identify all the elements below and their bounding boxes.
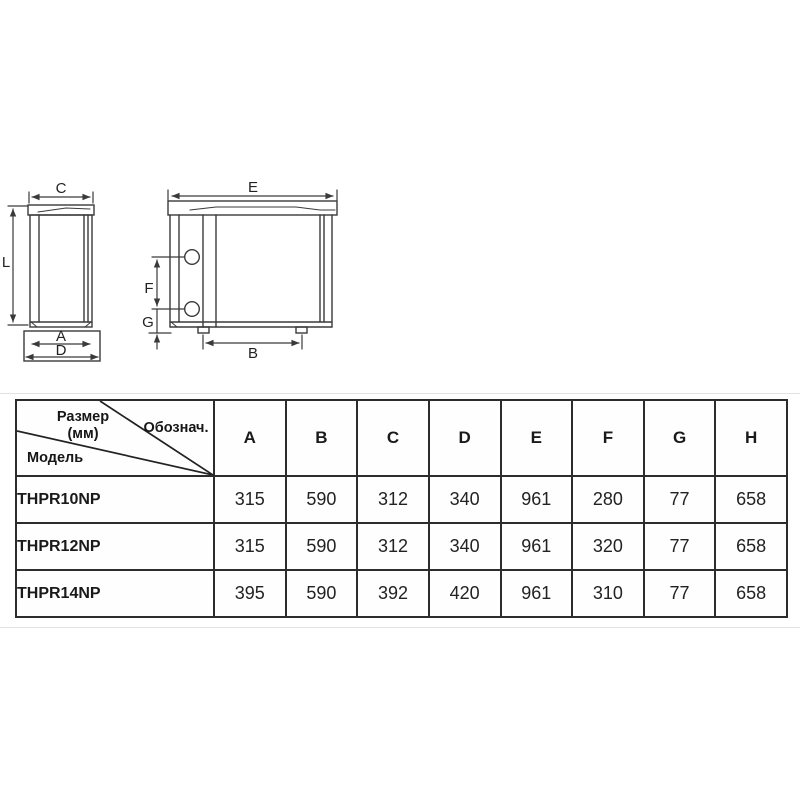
front-view xyxy=(142,179,337,362)
value-cell: 590 xyxy=(286,570,358,617)
header-row xyxy=(16,400,787,476)
value-cell: 77 xyxy=(644,476,716,523)
column-header-c: C xyxy=(357,400,429,476)
value-cell: 340 xyxy=(429,476,501,523)
scan-artifact-line xyxy=(0,393,800,394)
value-cell: 312 xyxy=(357,523,429,570)
value-cell: 320 xyxy=(572,523,644,570)
value-cell: 961 xyxy=(501,570,573,617)
model-cell: THPR14NP xyxy=(16,570,214,617)
column-header-g: G xyxy=(644,400,716,476)
value-cell: 77 xyxy=(644,570,716,617)
model-cell: THPR12NP xyxy=(16,523,214,570)
dim-label-c: C xyxy=(55,180,67,197)
dimensions-table xyxy=(15,399,788,618)
table-row xyxy=(16,570,787,617)
table-corner-cell xyxy=(16,400,214,476)
value-cell: 658 xyxy=(715,523,787,570)
dim-label-g: G xyxy=(142,314,154,331)
value-cell: 392 xyxy=(357,570,429,617)
corner-model-label: Модель xyxy=(27,450,84,466)
value-cell: 310 xyxy=(572,570,644,617)
column-header-h: H xyxy=(715,400,787,476)
value-cell: 395 xyxy=(214,570,286,617)
value-cell: 315 xyxy=(214,523,286,570)
column-header-e: E xyxy=(501,400,573,476)
dim-label-b: B xyxy=(247,345,259,362)
dim-label-f: F xyxy=(144,280,154,297)
column-header-a: A xyxy=(214,400,286,476)
front-left-foot xyxy=(198,327,209,333)
dimension-drawing xyxy=(0,0,800,392)
corner-designation-label: Обознач. xyxy=(143,420,209,436)
value-cell: 658 xyxy=(715,476,787,523)
corner-size-text: Размер xyxy=(56,409,110,425)
table-row xyxy=(16,476,787,523)
front-top-cap xyxy=(168,201,337,215)
column-header-f: F xyxy=(572,400,644,476)
corner-size-label xyxy=(41,409,125,443)
dim-label-a: A xyxy=(55,328,67,345)
value-cell: 315 xyxy=(214,476,286,523)
value-cell: 590 xyxy=(286,523,358,570)
value-cell: 961 xyxy=(501,523,573,570)
table-row xyxy=(16,523,787,570)
front-right-foot xyxy=(296,327,307,333)
dim-label-e: E xyxy=(247,179,259,196)
column-header-b: B xyxy=(286,400,358,476)
value-cell: 77 xyxy=(644,523,716,570)
dim-label-d: D xyxy=(55,342,67,359)
lower-pipe-port xyxy=(185,302,200,317)
corner-unit-text: (мм) xyxy=(67,426,99,442)
value-cell: 420 xyxy=(429,570,501,617)
value-cell: 340 xyxy=(429,523,501,570)
value-cell: 961 xyxy=(501,476,573,523)
side-cap-seam xyxy=(38,208,90,212)
model-cell: THPR10NP xyxy=(16,476,214,523)
value-cell: 658 xyxy=(715,570,787,617)
value-cell: 312 xyxy=(357,476,429,523)
dim-l xyxy=(8,206,28,325)
front-cap-seam xyxy=(190,207,335,210)
upper-pipe-port xyxy=(185,250,200,265)
scan-artifact-line xyxy=(0,627,800,628)
value-cell: 590 xyxy=(286,476,358,523)
column-header-d: D xyxy=(429,400,501,476)
side-top-cap xyxy=(28,205,94,215)
value-cell: 280 xyxy=(572,476,644,523)
side-view xyxy=(2,180,100,361)
dim-label-l: L xyxy=(1,254,11,271)
